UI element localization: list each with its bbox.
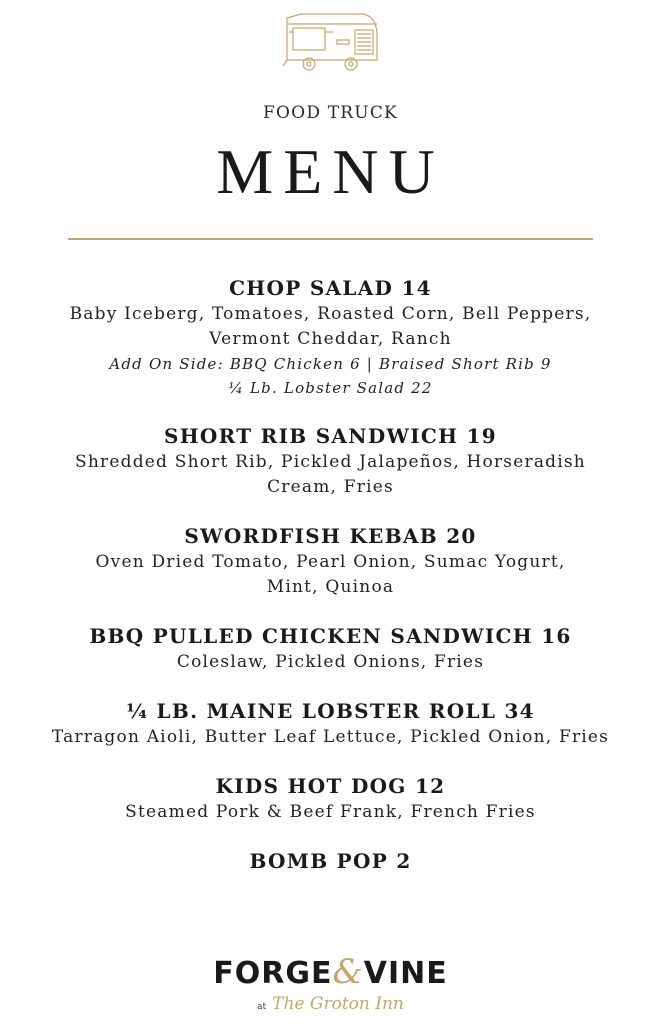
logo-right: VINE <box>363 956 448 991</box>
item-description: Coleslaw, Pickled Onions, Fries <box>176 652 485 672</box>
item-name: CHOP SALAD 14 <box>229 276 432 300</box>
logo-left: FORGE <box>213 956 333 991</box>
logo-tagline <box>0 992 661 1019</box>
item-name: SHORT RIB SANDWICH 19 <box>163 424 498 448</box>
menu-item-short-rib-sandwich <box>0 422 661 500</box>
item-name: BOMB POP 2 <box>249 849 412 873</box>
item-description: Tarragon Aioli, Butter Leaf Lettuce, Pickled Onion, Fries <box>51 727 610 747</box>
logo-sub: The Groton Inn <box>272 994 404 1014</box>
food-truck-icon <box>281 10 381 76</box>
menu-title: MENU <box>216 136 445 207</box>
item-description: Steamed Pork & Beef Frank, French Fries <box>125 802 536 822</box>
item-description: Oven Dried Tomato, Pearl Onion, Sumac Yogurt, <box>95 552 566 572</box>
menu-item-lobster-roll <box>0 697 661 750</box>
forge-vine-logo <box>0 954 661 1019</box>
logo-at: at <box>257 1002 267 1012</box>
menu-item-bbq-chicken-sandwich <box>0 622 661 675</box>
header-divider <box>68 238 593 240</box>
item-description: Cream, Fries <box>267 477 394 497</box>
item-name: ¼ LB. MAINE LOBSTER ROLL 34 <box>126 699 535 723</box>
menu-item-chop-salad <box>0 274 661 400</box>
menu-item-kids-hot-dog <box>0 772 661 825</box>
item-description: Mint, Quinoa <box>266 577 395 597</box>
logo-ampersand: & <box>332 952 364 992</box>
menu-subtitle: FOOD TRUCK <box>263 103 398 123</box>
item-description: Shredded Short Rib, Pickled Jalapeños, Horseradish <box>75 452 586 472</box>
menu-item-bomb-pop <box>0 847 661 875</box>
menu-items <box>0 274 661 897</box>
item-description: Vermont Cheddar, Ranch <box>209 329 452 349</box>
logo-wordmark <box>0 954 661 992</box>
item-description: Baby Iceberg, Tomatoes, Roasted Corn, Bell Peppers, <box>69 304 592 324</box>
item-name: KIDS HOT DOG 12 <box>215 774 446 798</box>
item-name: SWORDFISH KEBAB 20 <box>184 524 477 548</box>
item-addon: Add On Side: BBQ Chicken 6 | Braised Short Rib 9 <box>109 355 552 373</box>
item-name: BBQ PULLED CHICKEN SANDWICH 16 <box>89 624 572 648</box>
item-addon: ¼ Lb. Lobster Salad 22 <box>228 379 433 397</box>
menu-item-swordfish-kebab <box>0 522 661 600</box>
